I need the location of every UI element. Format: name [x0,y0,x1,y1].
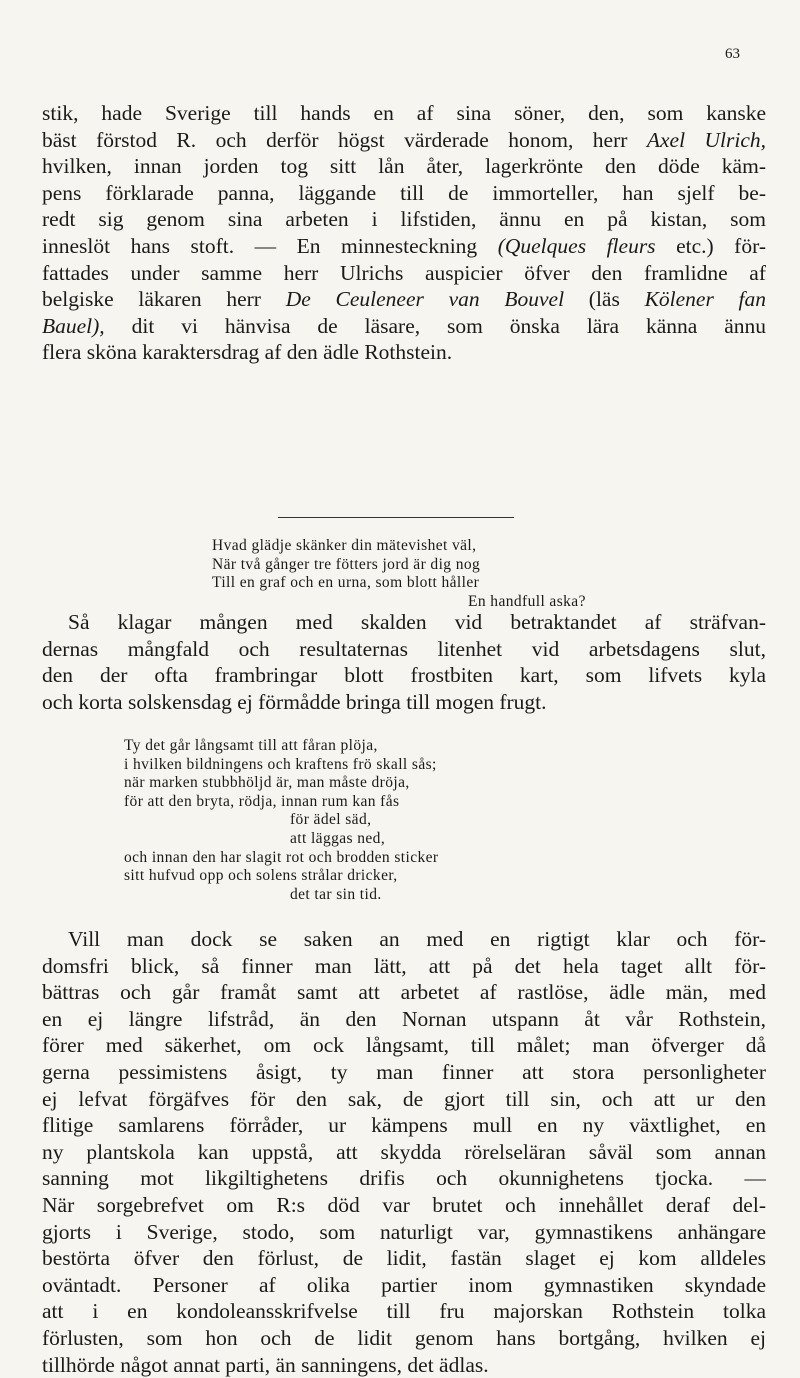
text-line: pens förklarade panna, läggande till de immorteller, han sjelf be- [42,180,766,207]
paragraph-1 [42,100,766,366]
paragraph-2 [42,609,766,715]
text-line: ny plantskola kan uppstå, att skydda rörelseläran såväl som annan [42,1139,766,1166]
text-line: bäst förstod R. och derför högst värderade honom, herr Axel Ulrich, [42,127,766,154]
text-line: en ej längre lifstråd, än den Nornan utspann åt vår Rothstein, [42,1006,766,1033]
text-line: När sorgebrefvet om R:s död var brutet och innehållet deraf del- [42,1192,766,1219]
text-line: hvilken, innan jorden tog sitt lån åter, lagerkrönte den döde käm- [42,153,766,180]
poem-line: Hvad glädje skänker din mätevishet väl, [212,537,586,556]
poem-line: för ädel säd, [124,811,438,830]
text-line: bestörta öfver den förlust, de lidit, fastän slaget ej kom alldeles [42,1245,766,1272]
poem-line: när marken stubbhöljd är, man måste dröja, [124,774,438,793]
text-line: domsfri blick, så finner man lätt, att på det hela taget allt för- [42,953,766,980]
text-line: att i en kondoleansskrifvelse till fru majorskan Rothstein tolka [42,1298,766,1325]
italic-title: (Quelques fleurs [498,234,656,258]
poem-line: det tar sin tid. [124,886,438,905]
text-line: ej lefvat förgäfves för den sak, de gjort till sin, och att ur den [42,1086,766,1113]
poem-line: sitt hufvud opp och solens strålar dricker, [124,867,438,886]
page-number: 63 [725,46,740,63]
italic-name: Bauel), [42,314,105,338]
divider-rule [278,517,514,518]
poem-line: för att den bryta, rödja, innan rum kan fås [124,793,438,812]
poem-quote-2 [124,737,438,904]
poem-quote-1 [212,537,586,611]
text-line: belgiske läkaren herr De Ceuleneer van Bouvel (läs Kölener fan [42,286,766,313]
poem-line: Till en graf och en urna, som blott håller [212,574,586,593]
poem-line: En handfull aska? [212,593,586,612]
text-line: den der ofta frambringar blott frostbiten kart, som lifvets kyla [42,662,766,689]
text-line: och korta solskensdag ej förmådde bringa till mogen frugt. [42,689,766,716]
text-line: gerna pessimistens åsigt, ty man finner att stora personligheter [42,1059,766,1086]
poem-line: När två gånger tre fötters jord är dig nog [212,556,586,575]
text-line: sanning mot likgiltighetens drifis och okunnighetens tjocka. — [42,1165,766,1192]
text-line: Så klagar mången med skalden vid betraktandet af sträfvan- [42,609,766,636]
poem-line: att läggas ned, [124,830,438,849]
text-line: inneslöt hans stoft. — En minnesteckning (Quelques fleurs etc.) för- [42,233,766,260]
text-line: Bauel), dit vi hänvisa de läsare, som önska lära känna ännu [42,313,766,340]
text-line: tillhörde något annat parti, än sanningens, det ädlas. [42,1352,766,1378]
italic-name: Kölener fan [645,287,766,311]
text-line: dernas mångfald och resultaternas litenhet vid arbetsdagens slut, [42,636,766,663]
poem-line: och innan den har slagit rot och brodden sticker [124,849,438,868]
text-line: förlusten, som hon och de lidit genom hans bortgång, hvilken ej [42,1325,766,1352]
text-line: redt sig genom sina arbeten i lifstiden, ännu en på kistan, som [42,206,766,233]
poem-line: i hvilken bildningens och kraftens frö skall sås; [124,756,438,775]
text-line: fattades under samme herr Ulrichs auspicier öfver den framlidne af [42,260,766,287]
poem-line: Ty det går långsamt till att fåran plöja, [124,737,438,756]
text-line: flitige samlarens förråder, ur kämpens mull en ny växtlighet, en [42,1112,766,1139]
text-line: oväntadt. Personer af olika partier inom gymnastiken skyndade [42,1272,766,1299]
paragraph-3 [42,926,766,1378]
italic-name: Axel Ulrich, [647,128,766,152]
text-line: flera sköna karaktersdrag af den ädle Rothstein. [42,339,766,366]
italic-name: De Ceuleneer van Bouvel [286,287,564,311]
text-line: bättras och går framåt samt att arbetet af rastlöse, ädle män, med [42,979,766,1006]
text-line: Vill man dock se saken an med en rigtigt klar och för- [42,926,766,953]
text-line: stik, hade Sverige till hands en af sina söner, den, som kanske [42,100,766,127]
text-line: förer med säkerhet, om ock långsamt, till målet; man öfverger då [42,1032,766,1059]
text-line: gjorts i Sverige, stodo, som naturligt var, gymnastikens anhängare [42,1219,766,1246]
